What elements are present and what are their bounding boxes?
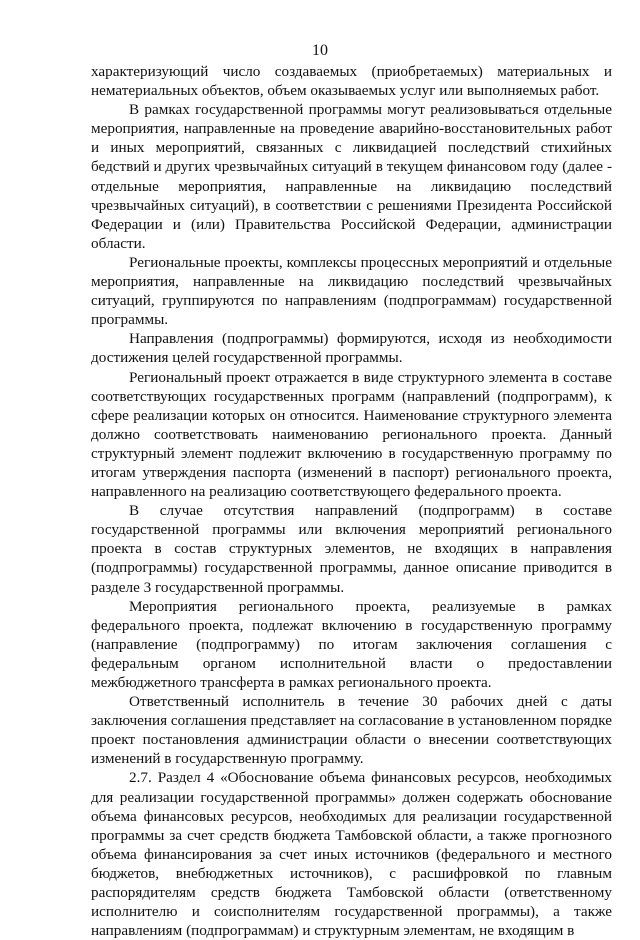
paragraph-responsible-executor: Ответственный исполнитель в течение 30 рабочих дней с даты заключения соглашения представляет на согласование в установленном порядке проект постановления администрации области о внесении соответствующих изменений в государственную программу. (91, 693, 612, 768)
paragraph-section-2-7: 2.7. Раздел 4 «Обоснование объема финансовых ресурсов, необходимых для реализации государственной программы» должен содержать обоснование объема финансовых ресурсов, необходимых для реализации государственной программы за счет средств бюджета Тамбовской области, а также прогнозного объема финансирования за счет иных источников (федерального и местного бюджетов, внебюджетных источников), с расшифровкой по главным распорядителям средств бюджета Тамбовской области (ответственному исполнителю и соисполнителям государственной программы), а также направлениям (подпрограммам) и структурным элементам, не входящим в (91, 769, 612, 940)
paragraph-grouping: Региональные проекты, комплексы процессных мероприятий и отдельные мероприятия, направленные на ликвидацию последствий чрезвычайных ситуаций, группируются по направлениям (подпрограммам) государственной программы. (91, 253, 612, 329)
paragraph-regional-project: Региональный проект отражается в виде структурного элемента в составе соответствующих государственных программ (направлений (подпрограмм), к сфере реализации которых он относится. Наименование структурного элемента должно соответствовать наименованию регионального проекта. Данный структурный элемент подлежит включению в государственную программу по итогам утверждения паспорта (изменений в паспорт) регионального проекта, направленного на реализацию соответствующего федерального проекта. (91, 368, 612, 501)
paragraph-separate-measures: В рамках государственной программы могут реализовываться отдельные мероприятия, направленные на проведение аварийно-восстановительных работ и иных мероприятий, связанных с ликвидацией последствий стихийных бедствий и других чрезвычайных ситуаций в текущем финансовом году (далее - отдельные мероприятия, направленные на ликвидацию последствий чрезвычайных ситуаций), в соответствии с решениями Президента Российской Федерации и (или) Правительства Российской Федерации, администрации области. (91, 101, 612, 252)
document-body (91, 62, 612, 940)
paragraph-subprograms: Направления (подпрограммы) формируются, исходя из необходимости достижения целей государственной программы. (91, 330, 612, 367)
paragraph-no-subprograms: В случае отсутствия направлений (подпрограмм) в составе государственной программы или включения мероприятий регионального проекта в состав структурных элементов, не входящих в направления (подпрограммы) государственной программы, данное описание приводится в разделе 3 государственной программы. (91, 502, 612, 596)
paragraph-continuation: характеризующий число создаваемых (приобретаемых) материальных и нематериальных объектов, объем оказываемых услуг или выполняемых работ. (91, 63, 612, 100)
paragraph-federal-measures: Мероприятия регионального проекта, реализуемые в рамках федерального проекта, подлежат включению в государственную программу (направление (подпрограмму) по итогам заключения соглашения с федеральным органом исполнительной власти о предоставлении межбюджетного трансферта в рамках регионального проекта. (91, 597, 612, 691)
page-number: 10 (312, 42, 328, 59)
